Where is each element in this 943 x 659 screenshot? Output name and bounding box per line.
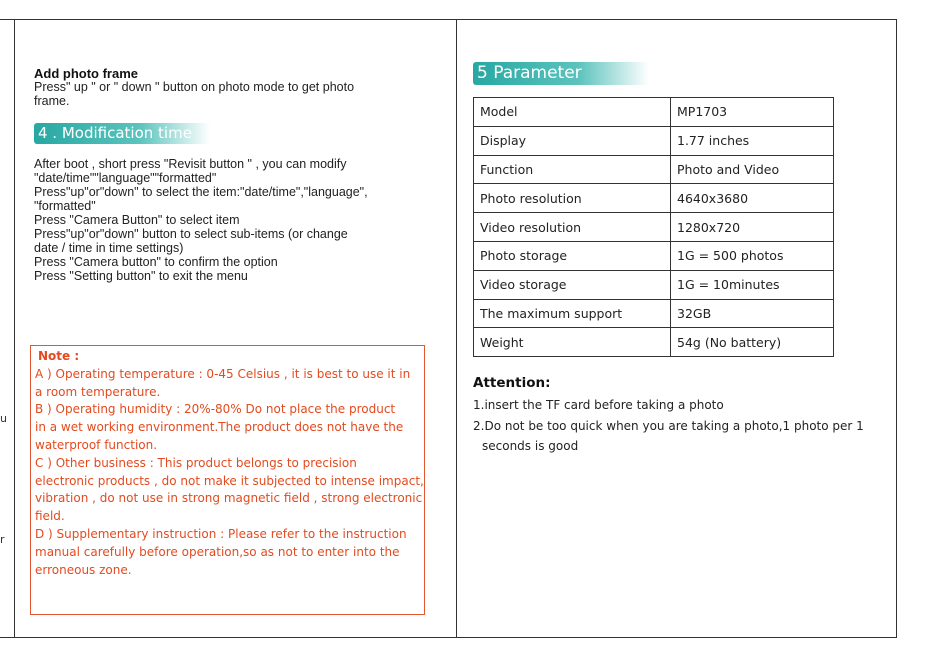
param-value: 32GB xyxy=(671,299,834,328)
note-line: C ) Other business : This product belongs to precision xyxy=(35,455,357,470)
table-row xyxy=(474,299,834,328)
table-row xyxy=(474,213,834,242)
section-title: Add photo frame xyxy=(34,66,138,81)
note-line: erroneous zone. xyxy=(35,562,132,577)
param-value: 1G = 10minutes xyxy=(671,270,834,299)
parameter-banner: 5 Parameter xyxy=(473,62,649,85)
add-photo-frame-section xyxy=(34,66,434,108)
page-divider xyxy=(456,19,457,638)
instruction-line: Press "Camera Button" to select item xyxy=(34,213,240,227)
param-value: MP1703 xyxy=(671,98,834,127)
note-line: vibration , do not use in strong magnetic field , strong electronic xyxy=(35,491,423,506)
parameter-table xyxy=(473,97,834,357)
param-key: Photo resolution xyxy=(474,184,671,213)
instruction-line: Press "Setting button" to exit the menu xyxy=(34,269,248,283)
table-row xyxy=(474,328,834,357)
param-key: Video storage xyxy=(474,270,671,299)
modification-time-banner: 4 . Modification time xyxy=(34,123,210,144)
instruction-line: date / time in time settings) xyxy=(34,241,184,255)
top-rule xyxy=(0,19,897,20)
param-key: Display xyxy=(474,126,671,155)
body-line: Press" up " or " down " button on photo mode to get photo xyxy=(34,80,355,94)
note-box xyxy=(30,345,425,615)
table-row xyxy=(474,126,834,155)
instruction-line: Press"up"or"down" to select the item:"date/time","language", xyxy=(34,185,368,199)
bottom-rule xyxy=(0,637,897,638)
instruction-line: After boot , short press "Revisit button " , you can modify xyxy=(34,157,347,171)
note-title: Note : xyxy=(38,349,80,363)
table-row xyxy=(474,241,834,270)
note-line: in a wet working environment.The product does not have the xyxy=(35,420,404,435)
right-margin-rule xyxy=(896,19,897,638)
modification-instructions xyxy=(34,157,434,283)
edge-glyph: r xyxy=(0,533,5,546)
attention-line: seconds is good xyxy=(482,439,579,453)
left-margin-rule xyxy=(14,19,15,638)
note-line: B ) Operating humidity : 20%-80% Do not place the product xyxy=(35,402,396,417)
note-line: field. xyxy=(35,509,65,524)
attention-title: Attention: xyxy=(473,375,551,391)
instruction-line: "date/time""language""formatted" xyxy=(34,171,217,185)
edge-glyph: u xyxy=(0,412,7,425)
param-value: 1280x720 xyxy=(671,213,834,242)
param-value: 1G = 500 photos xyxy=(671,241,834,270)
attention-line: 2.Do not be too quick when you are taking a photo,1 photo per 1 xyxy=(473,418,864,433)
note-line: electronic products , do not make it subjected to intense impact, xyxy=(35,473,424,488)
instruction-line: "formatted" xyxy=(34,199,96,213)
param-value: 1.77 inches xyxy=(671,126,834,155)
param-value: 54g (No battery) xyxy=(671,328,834,357)
attention-line: 1.insert the TF card before taking a photo xyxy=(473,398,724,412)
instruction-line: Press "Camera button" to confirm the option xyxy=(34,255,278,269)
param-key: Model xyxy=(474,98,671,127)
param-value: Photo and Video xyxy=(671,155,834,184)
body-line: frame. xyxy=(34,93,70,108)
param-key: Photo storage xyxy=(474,241,671,270)
note-line: A ) Operating temperature : 0-45 Celsius , it is best to use it in xyxy=(35,366,411,381)
param-key: Weight xyxy=(474,328,671,357)
param-key: Function xyxy=(474,155,671,184)
note-line: manual carefully before operation,so as not to enter into the xyxy=(35,544,400,559)
note-line: D ) Supplementary instruction : Please refer to the instruction xyxy=(35,526,407,541)
table-row xyxy=(474,155,834,184)
note-line: waterproof function. xyxy=(35,437,158,452)
note-line: a room temperature. xyxy=(35,384,161,399)
param-key: The maximum support xyxy=(474,299,671,328)
instruction-line: Press"up"or"down" button to select sub-items (or change xyxy=(34,227,348,241)
param-value: 4640x3680 xyxy=(671,184,834,213)
table-row xyxy=(474,184,834,213)
param-key: Video resolution xyxy=(474,213,671,242)
attention-section xyxy=(473,375,893,457)
table-row xyxy=(474,270,834,299)
table-row xyxy=(474,98,834,127)
